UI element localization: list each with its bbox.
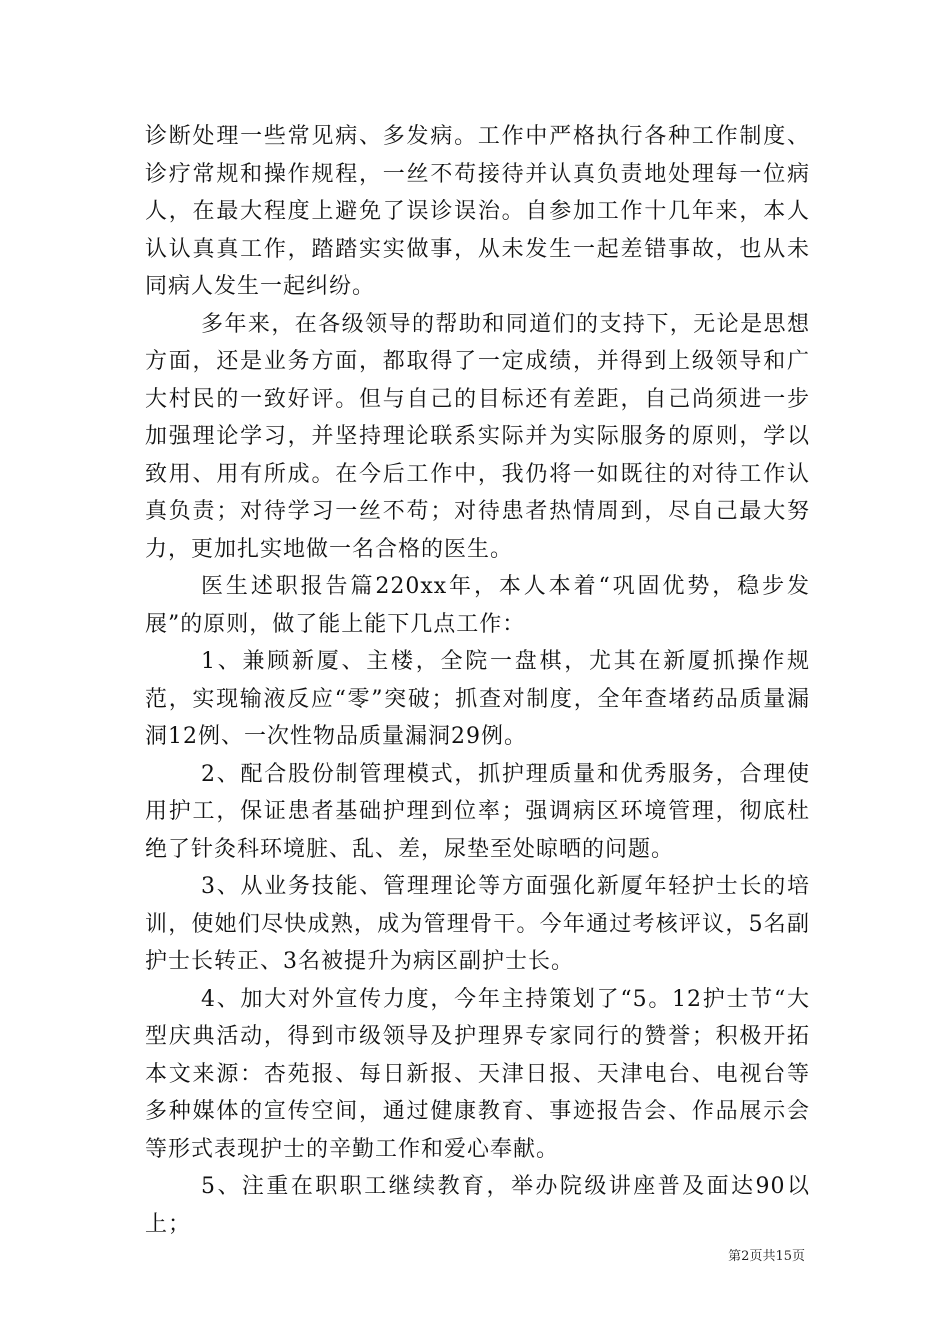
- paragraph-5: 2、配合股份制管理模式，抓护理质量和优秀服务，合理使用护工，保证患者基础护理到位率；强调病区环境管理，彻底杜绝了针灸科环境脏、乱、差，尿垫至处晾晒的问题。: [145, 761, 810, 862]
- paragraph-2: 多年来，在各级领导的帮助和同道们的支持下，无论是思想方面，还是业务方面，都取得了一定成绩，并得到上级领导和广大村民的一致好评。但与自己的目标还有差距，自己尚须进一步加强理论学习，并坚持理论联系实际并为实际服务的原则，学以致用、用有所成。在今后工作中，我仍将一如既往的对待工作认真负责；对待学习一丝不苟；对待患者热情周到，尽自己最大努力，更加扎实地做一名合格的医生。: [145, 311, 810, 562]
- paragraph-3: 医生述职报告篇220xx年，本人本着“巩固优势，稳步发展”的原则，做了能上能下几点工作：: [145, 574, 810, 637]
- paragraph-1: 诊断处理一些常见病、多发病。工作中严格执行各种工作制度、诊疗常规和操作规程，一丝不苟接待并认真负责地处理每一位病人，在最大程度上避免了误诊误治。自参加工作十几年来，本人认认真真工作，踏踏实实做事，从未发生一起差错事故，也从未同病人发生一起纠纷。: [145, 124, 810, 299]
- paragraph-7: 4、加大对外宣传力度，今年主持策划了“5。12护士节“大型庆典活动，得到市级领导及护理界专家同行的赞誉；积极开拓本文来源：杏苑报、每日新报、天津日报、天津电台、电视台等多种媒体的宣传空间，通过健康教育、事迹报告会、作品展示会等形式表现护士的辛勤工作和爱心奉献。: [145, 986, 810, 1162]
- document-body: [145, 118, 810, 1243]
- paragraph-6: 3、从业务技能、管理理论等方面强化新厦年轻护士长的培训，使她们尽快成熟，成为管理骨干。今年通过考核评议，5名副护士长转正、3名被提升为病区副护士长。: [145, 874, 810, 974]
- paragraph-4: 1、兼顾新厦、主楼，全院一盘棋，尤其在新厦抓操作规范，实现输液反应“零”突破；抓查对制度，全年查堵药品质量漏洞12例、一次性物品质量漏洞29例。: [145, 649, 810, 749]
- paragraph-8: 5、注重在职职工继续教育，举办院级讲座普及面达90以上；: [145, 1174, 810, 1237]
- page-number-footer: 第2页共15页: [728, 1249, 805, 1264]
